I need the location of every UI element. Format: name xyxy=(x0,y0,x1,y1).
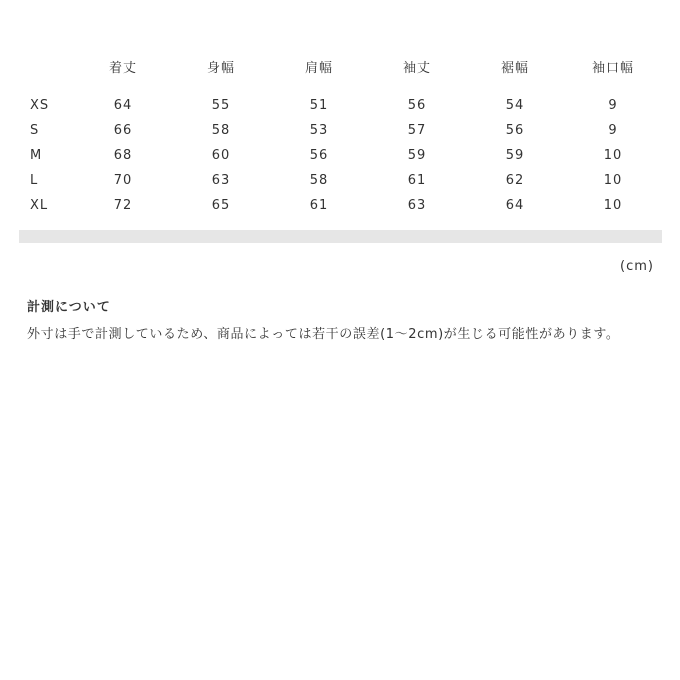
table-cell: 10 xyxy=(603,198,623,213)
table-cell: 9 xyxy=(608,123,618,138)
table-cell: 70 xyxy=(113,173,133,188)
table-cell: 53 xyxy=(309,123,329,138)
table-row xyxy=(19,118,662,143)
table-cell: 9 xyxy=(608,98,618,113)
table-cell: 66 xyxy=(113,123,133,138)
table-cell: 58 xyxy=(309,173,329,188)
table-cell: 60 xyxy=(211,148,231,163)
table-cell: 61 xyxy=(407,173,427,188)
table-cell: 62 xyxy=(505,173,525,188)
table-cell: 72 xyxy=(113,198,133,213)
table-spacer xyxy=(19,81,662,93)
horizontal-scrollbar[interactable] xyxy=(19,230,662,243)
table-cell: 59 xyxy=(407,148,427,163)
table-cell: 59 xyxy=(505,148,525,163)
size-label: S xyxy=(30,123,40,138)
measurement-title: 計測について xyxy=(27,300,111,315)
table-cell: 64 xyxy=(113,98,133,113)
table-cell: 63 xyxy=(407,198,427,213)
table-cell: 56 xyxy=(309,148,329,163)
table-cell: 56 xyxy=(407,98,427,113)
table-cell: 68 xyxy=(113,148,133,163)
size-label: M xyxy=(30,148,43,163)
table-cell: 65 xyxy=(211,198,231,213)
measurement-note: 外寸は手で計測しているため、商品によっては若干の誤差(1〜2cm)が生じる可能性があります。 xyxy=(27,327,620,342)
table-cell: 64 xyxy=(505,198,525,213)
table-cell: 55 xyxy=(211,98,231,113)
size-label: XL xyxy=(30,198,49,213)
header-cell-cuff-width: 袖口幅 xyxy=(591,61,634,76)
table-cell: 54 xyxy=(505,98,525,113)
header-cell-length: 着丈 xyxy=(108,61,137,76)
table-cell: 10 xyxy=(603,148,623,163)
table-cell: 61 xyxy=(309,198,329,213)
table-cell: 56 xyxy=(505,123,525,138)
unit-note: (cm) xyxy=(620,259,654,274)
table-cell: 10 xyxy=(603,173,623,188)
table-cell: 58 xyxy=(211,123,231,138)
table-row xyxy=(19,143,662,168)
table-cell: 63 xyxy=(211,173,231,188)
header-cell-sleeve-length: 袖丈 xyxy=(402,61,431,76)
table-row xyxy=(19,193,662,218)
header-cell-body-width: 身幅 xyxy=(206,61,235,76)
size-table xyxy=(19,56,662,218)
header-cell-size xyxy=(19,56,74,81)
header-cell-shoulder-width: 肩幅 xyxy=(304,61,333,76)
size-label: L xyxy=(30,173,39,188)
table-header-row xyxy=(19,56,662,81)
table-row xyxy=(19,93,662,118)
table-cell: 57 xyxy=(407,123,427,138)
table-row xyxy=(19,168,662,193)
size-label: XS xyxy=(30,98,50,113)
table-cell: 51 xyxy=(309,98,329,113)
header-cell-hem-width: 裾幅 xyxy=(500,61,529,76)
